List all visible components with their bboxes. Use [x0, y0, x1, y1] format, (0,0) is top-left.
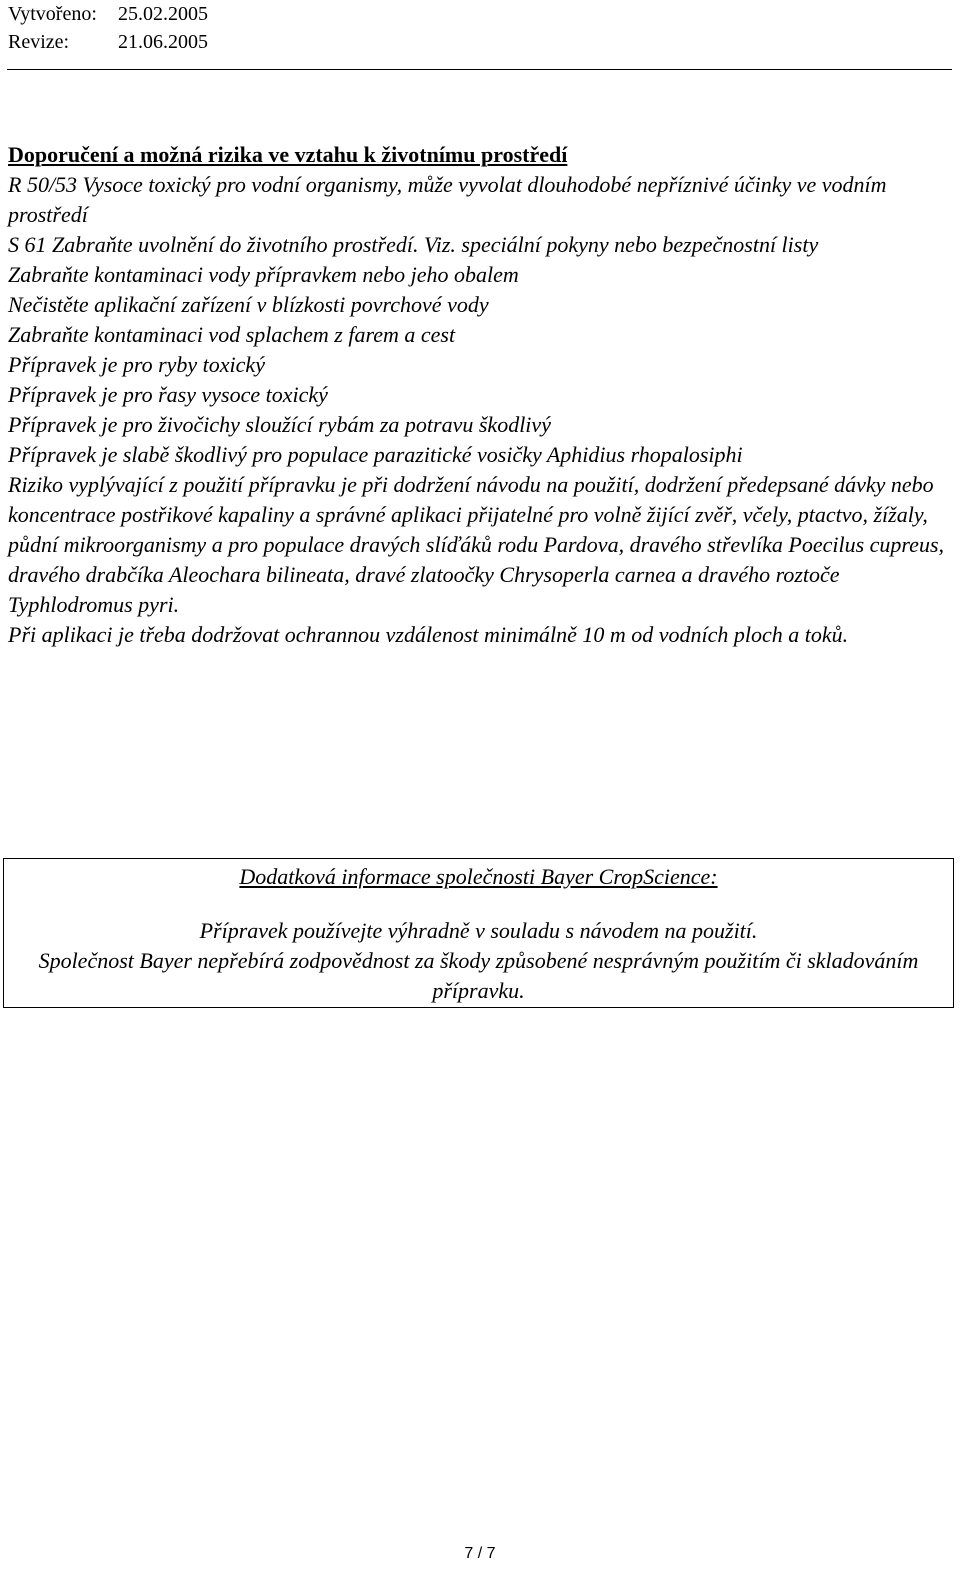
- revision-label: Revize:: [8, 31, 70, 53]
- created-date: 25.02.2005: [118, 3, 208, 25]
- environment-section: [8, 140, 953, 650]
- toxicity-line: Přípravek je pro ryby toxický: [8, 352, 265, 377]
- document-header: [8, 0, 208, 56]
- box-line-usage: Přípravek používejte výhradně v souladu s návodem na použití.: [199, 918, 758, 943]
- created-row: [8, 0, 208, 28]
- revision-date: 21.06.2005: [118, 31, 208, 53]
- header-divider: [7, 69, 952, 70]
- safety-phrase-s61: S 61 Zabraňte uvolnění do životního prostředí. Viz. speciální pokyny nebo bezpečnostní listy: [8, 232, 819, 257]
- box-line-liability: Společnost Bayer nepřebírá zodpovědnost za škody způsobené nesprávným použitím či skladováním přípravku.: [38, 948, 919, 1003]
- toxicity-line: Přípravek je pro řasy vysoce toxický: [8, 382, 328, 407]
- risk-phrase-r50-53: R 50/53 Vysoce toxický pro vodní organismy, může vyvolat dlouhodobé nepříznivé účinky ve vodním prostředí: [8, 172, 887, 227]
- risk-assessment-paragraph: Riziko vyplývající z použití přípravku je při dodržení návodu na použití, dodržení předepsané dávky nebo koncentrace postřikové kapaliny a správné aplikaci přijatelné pro volně žijící zvěř, včely, ptactvo, žížaly, půdní mikroorganismy a pro populace dravých slíďáků rodu Pardova, dravého střevlíka Poecilus cupreus, dravého drabčíka Aleochara bilineata, dravé zlatoočky Chrysoperla carnea a dravého roztoče Typhlodromus pyri.: [8, 472, 944, 617]
- toxicity-line: Přípravek je pro živočichy sloužící rybám za potravu škodlivý: [8, 412, 551, 437]
- page-number: 7 / 7: [464, 1545, 496, 1562]
- created-label: Vytvořeno:: [8, 3, 97, 25]
- instruction-line: Zabraňte kontaminaci vody přípravkem nebo jeho obalem: [8, 262, 519, 287]
- toxicity-line: Přípravek je slabě škodlivý pro populace parazitické vosičky Aphidius rhopalosiphi: [8, 442, 743, 467]
- instruction-line: Zabraňte kontaminaci vod splachem z farem a cest: [8, 322, 456, 347]
- section-title: Doporučení a možná rizika ve vztahu k životnímu prostředí: [8, 142, 568, 167]
- buffer-zone-line: Při aplikaci je třeba dodržovat ochrannou vzdálenost minimálně 10 m od vodních ploch a toků.: [8, 622, 849, 647]
- box-title: Dodatková informace společnosti Bayer CropScience:: [239, 864, 718, 889]
- revision-row: [8, 28, 208, 56]
- instruction-line: Nečistěte aplikační zařízení v blízkosti povrchové vody: [8, 292, 489, 317]
- additional-info-box: [3, 858, 954, 1008]
